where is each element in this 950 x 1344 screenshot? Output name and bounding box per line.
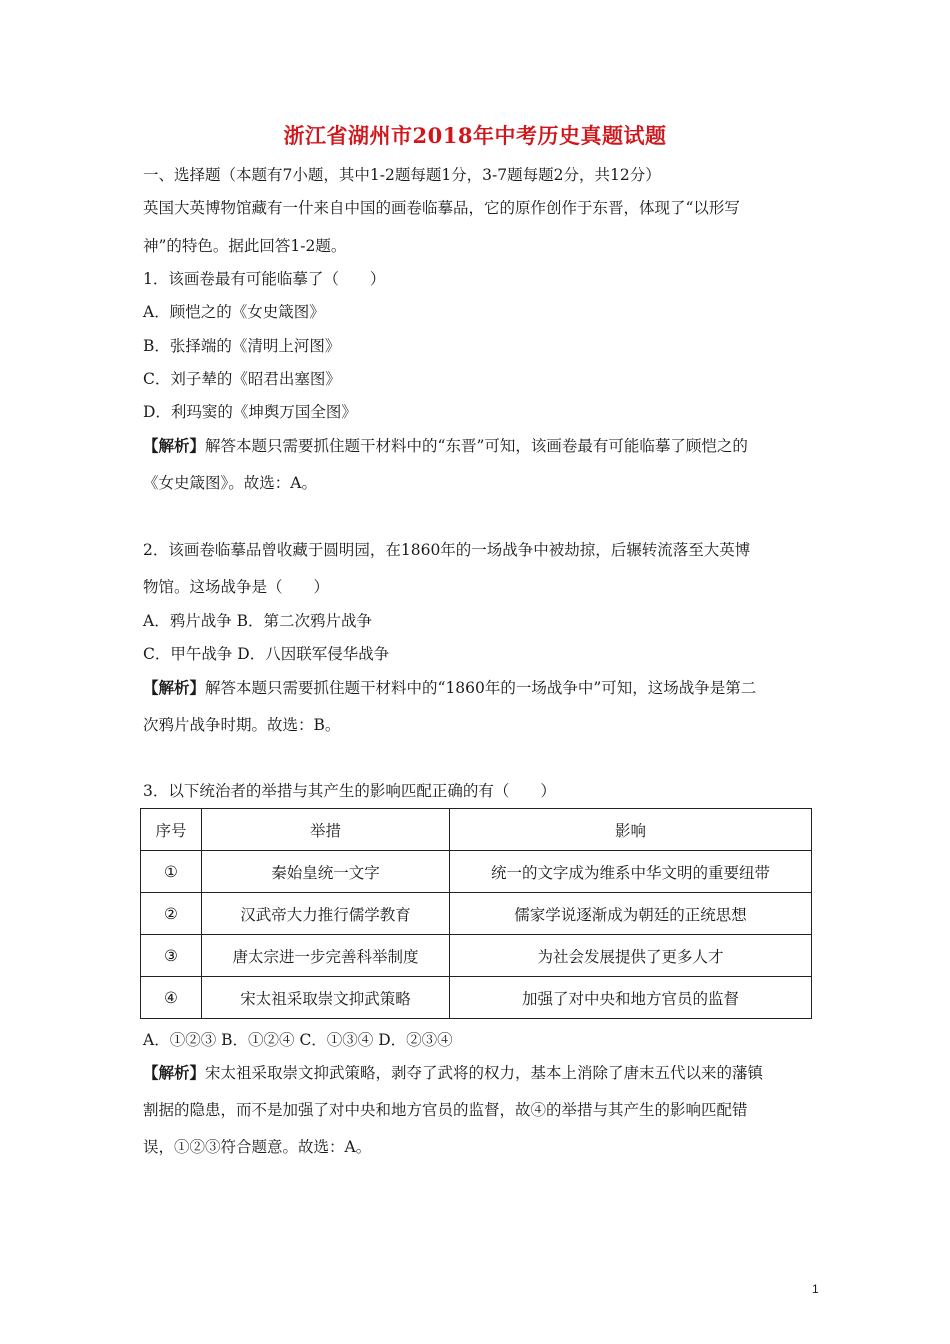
q1-analysis-text-1: 解答本题只需要抓住题干材料中的“东晋”可知，该画卷最有可能临摹了顾恺之的: [205, 437, 748, 455]
row-number-cell: ③: [141, 935, 202, 977]
row-impact-cell: 统一的文字成为维系中华文明的重要纽带: [450, 851, 812, 893]
header-cell-measure: 举措: [202, 809, 450, 851]
q1-option-b: B．张择端的《清明上河图》: [143, 337, 341, 355]
row-measure-cell: 秦始皇统一文字: [202, 851, 450, 893]
q2-analysis-text-1: 解答本题只需要抓住题干材料中的“1860年的一场战争中”可知，这场战争是第二: [205, 679, 757, 697]
q3-stem: 3．以下统治者的举措与其产生的影响匹配正确的有（ ）: [143, 782, 556, 800]
intro-line-2: 神”的特色。据此回答1-2题。: [143, 237, 347, 255]
q1-analysis-text-2: 《女史箴图》。故选：A。: [143, 474, 317, 492]
row-impact-cell: 加强了对中央和地方官员的监督: [450, 977, 812, 1019]
q2-analysis: [143, 676, 756, 698]
document-title: 浙江省湖州市2018年中考历史真题试题: [283, 123, 667, 148]
table-header-row: [141, 809, 812, 851]
header-cell-number: 序号: [141, 809, 202, 851]
row-measure-cell: 宋太祖采取崇文抑武策略: [202, 977, 450, 1019]
row-number-cell: ④: [141, 977, 202, 1019]
q2-stem-1: 2．该画卷临摹品曾收藏于圆明园，在1860年的一场战争中被劫掠，后辗转流落至大英博: [143, 541, 751, 559]
q2-options-1: A．鸦片战争 B．第二次鸦片战争: [143, 612, 373, 630]
q2-options-2: C．甲午战争 D．八因联军侵华战争: [143, 645, 390, 663]
row-number-cell: ②: [141, 893, 202, 935]
analysis-tag: 【解析】: [143, 1063, 206, 1082]
table-row: [141, 935, 812, 977]
q3-table: [140, 808, 812, 1019]
intro-line-1: 英国大英博物馆藏有一什来自中国的画卷临摹品，它的原作创作于东晋，体现了“以形写: [143, 199, 740, 217]
q1-option-c: C．刘子辇的《昭君出塞图》: [143, 370, 341, 388]
q3-analysis-text-2: 割据的隐患，而不是加强了对中央和地方官员的监督，故④的举措与其产生的影响匹配错: [143, 1101, 748, 1119]
row-measure-cell: 汉武帝大力推行儒学教育: [202, 893, 450, 935]
q1-analysis: [143, 434, 748, 456]
analysis-tag: 【解析】: [143, 436, 206, 455]
table-row: [141, 893, 812, 935]
analysis-tag: 【解析】: [143, 678, 206, 697]
q1-option-a: A．顾恺之的《女史箴图》: [143, 303, 325, 321]
header-cell-impact: 影响: [450, 809, 812, 851]
q3-analysis-text-3: 误，①②③符合题意。故选：A。: [143, 1138, 372, 1156]
table-row: [141, 851, 812, 893]
q3-analysis-text-1: 宋太祖采取崇文抑武策略，剥夺了武将的权力，基本上消除了唐末五代以来的藩镇: [205, 1064, 764, 1082]
page-number: 1: [812, 1282, 819, 1296]
table-row: [141, 977, 812, 1019]
row-measure-cell: 唐太宗进一步完善科举制度: [202, 935, 450, 977]
q1-option-d: D．利玛窦的《坤舆万国全图》: [143, 403, 357, 421]
row-number-cell: ①: [141, 851, 202, 893]
row-impact-cell: 儒家学说逐渐成为朝廷的正统思想: [450, 893, 812, 935]
q3-analysis: [143, 1061, 763, 1083]
q2-analysis-text-2: 次鸦片战争时期。故选：B。: [143, 716, 341, 734]
q2-stem-2: 物馆。这场战争是（ ）: [143, 578, 330, 596]
section-heading: 一、选择题（本题有7小题，其中1-2题每题1分，3-7题每题2分，共12分）: [143, 166, 661, 184]
q1-stem: 1．该画卷最有可能临摹了（ ）: [143, 270, 386, 288]
q3-options: A．①②③ B．①②④ C．①③④ D．②③④: [143, 1031, 453, 1049]
row-impact-cell: 为社会发展提供了更多人才: [450, 935, 812, 977]
